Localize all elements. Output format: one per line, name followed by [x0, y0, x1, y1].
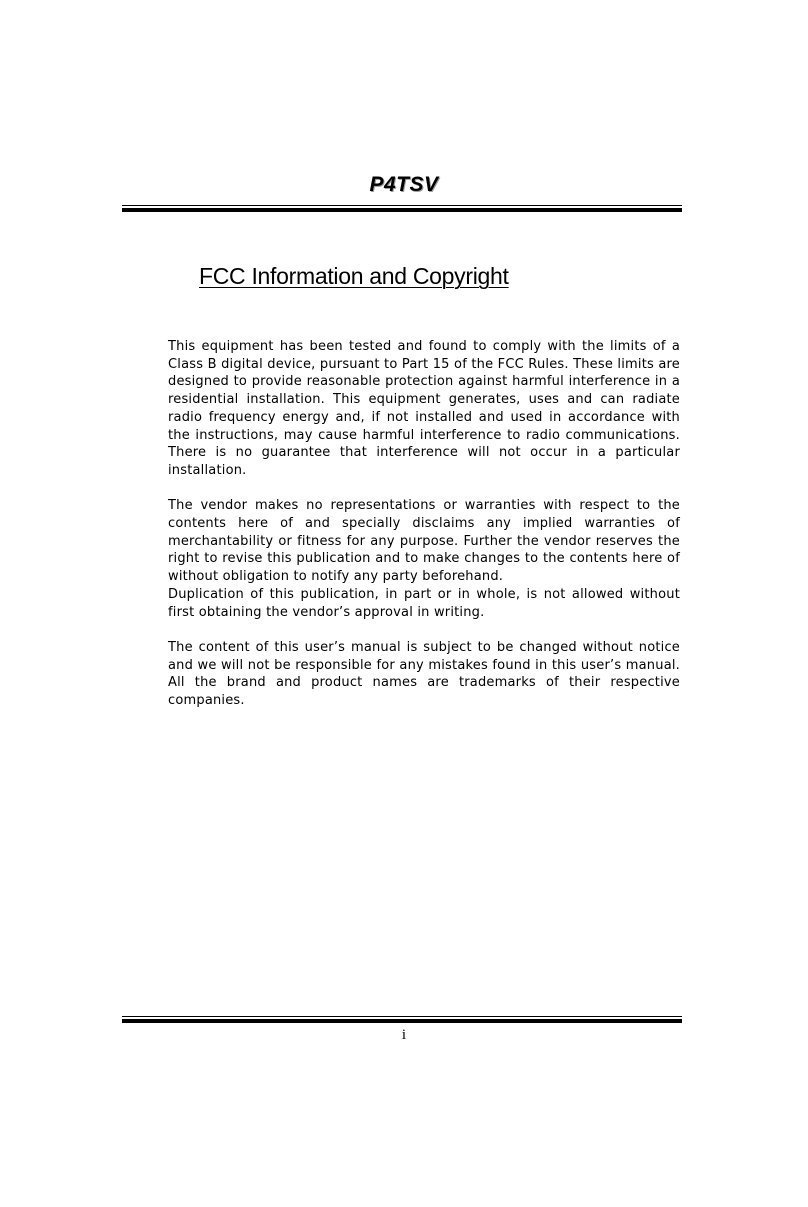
header-rule-thick-line [122, 208, 682, 212]
page-number: i [401, 1027, 407, 1043]
body-text [168, 338, 680, 710]
paragraph-fcc: This equipment has been tested and found to comply with the limits of a Class B digital device, pursuant to Part 15 of the FCC Rules. These limits are designed to provide reasonable protection against harmful interference in a residential installation. This equipment generates, uses and can radiate radio frequency energy and, if not installed and used in accordance with the instructions, may cause harmful interference to radio communications. There is no guarantee that interference will not occur in a particular installation. [168, 339, 680, 478]
header-rule [122, 205, 682, 212]
footer-rule [122, 1016, 682, 1023]
page-heading: FCC Information and Copyright [199, 263, 509, 289]
header-title: P4TSV [369, 173, 439, 196]
footer-rule-thick-line [122, 1019, 682, 1023]
paragraph-content: The content of this user’s manual is subject to be changed without notice and we will not be responsible for any mistakes found in this user’s manual. All the brand and product names are trademarks of their respective companies. [168, 639, 680, 709]
paragraph-duplication: Duplication of this publication, in part or in whole, is not allowed without first obtaining the vendor’s approval in writing. [168, 586, 680, 620]
paragraph-vendor: The vendor makes no representations or warranties with respect to the contents here of and specially disclaims any implied warranties of merchantability or fitness for any purpose. Further the vendor reserves the right to revise this publication and to make changes to the contents here of without obligation to notify any party beforehand. [168, 498, 680, 585]
